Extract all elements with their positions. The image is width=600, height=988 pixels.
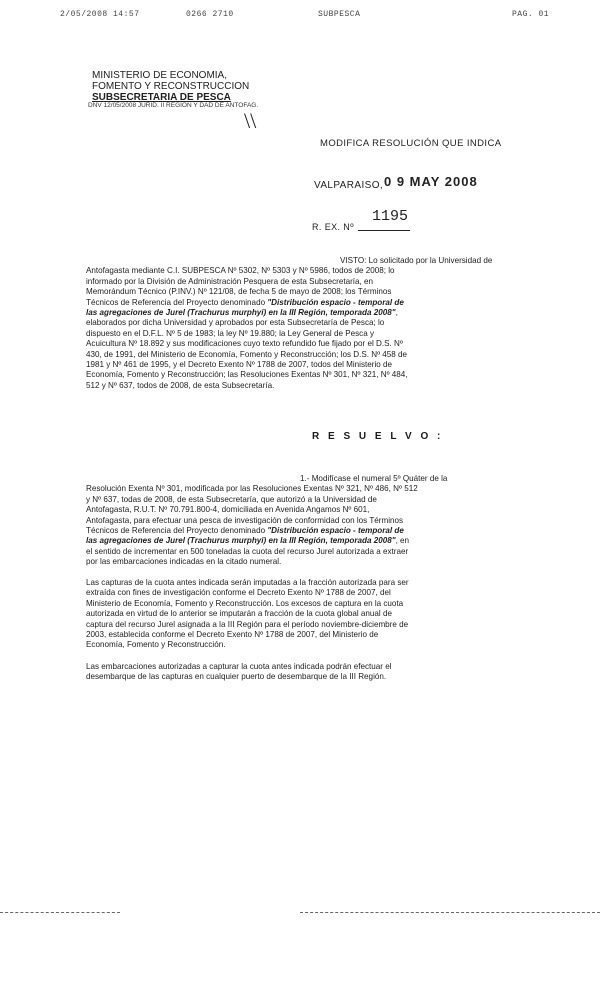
resolution-line: Resolución Exenta Nº 301, modificada por las Resoluciones Exentas Nº 321, Nº 486, Nº 512 (86, 484, 418, 494)
resolution-paragraph-3 (86, 662, 496, 683)
resolution-line (86, 526, 496, 536)
ministry-line-1: MINISTERIO DE ECONOMIA, (92, 70, 228, 81)
resolution-line: captura del recurso Jurel asignada a la III Región para el período noviembre-diciembre de (86, 619, 409, 629)
undersecretariat-name: SUBSECRETARIA DE PESCA (92, 92, 231, 103)
resolution-line: y Nº 637, todas de 2008, de esta Subsecretaría, que autorizó a la Universidad de (86, 494, 377, 504)
visto-text: Técnicos de Referencia del Proyecto denominado (86, 297, 268, 307)
resolution-line: Economía, Fomento y Reconstrucción. (86, 640, 226, 650)
visto-line: Memorándum Técnico (P.INV.) Nº 121/08, de fecha 5 de mayo de 2008; los Términos (86, 287, 392, 297)
resolution-line: el sentido de incrementar en 500 toneladas la cuota del recurso Jurel autorizada a extraer (86, 546, 409, 556)
resolution-line: Ministerio de Economía, Fomento y Reconstrucción. Los excesos de captura en la cuota (86, 598, 404, 608)
rex-underline (358, 230, 410, 231)
distribution-stamp: DNV 12/05/2008 JURID. II REGION Y DAD DE ANTOFAG. (88, 102, 259, 109)
visto-line: Antofagasta mediante C.I. SUBPESCA Nº 5302, Nº 5303 y Nº 5986, todos de 2008; lo (86, 266, 395, 276)
visto-line: Economía, Fomento y Reconstrucción; las Resoluciones Exentas Nº 301, Nº 321, Nº 484, (86, 370, 408, 380)
handwritten-mark: \\ (244, 108, 257, 133)
fax-sender: SUBPESCA (318, 10, 361, 19)
visto-text: , (395, 308, 398, 318)
resolution-paragraph-2 (86, 578, 496, 651)
fax-date-time: 2/05/2008 14:57 (60, 10, 140, 19)
rex-label: R. EX. Nº (312, 222, 354, 232)
resolution-paragraph-1 (86, 474, 496, 568)
visto-line: 430, de 1991, del Ministerio de Economía, Fomento y Reconstrucción; los D.S. Nº 458 de (86, 349, 408, 359)
ministry-line-2: FOMENTO Y RECONSTRUCCION (92, 81, 250, 92)
resolution-line: Antofagasta, para efectuar una pesca de investigación de conformidad con los Términos (86, 515, 404, 525)
resolution-line: 2003, establecida conforme el Decreto Exento Nº 1788 de 2007, del Ministerio de (86, 630, 379, 640)
project-title: "Distribución espacio - temporal de (267, 526, 404, 536)
resolution-line: Las embarcaciones autorizadas a capturar la cuota antes indicada podrán efectuar el (86, 662, 392, 671)
city-label: VALPARAISO, (314, 180, 384, 191)
resolution-line (86, 536, 496, 546)
resolution-line: autorizada en virtud de lo anterior se imputarán a fracción de la cuota global anual de (86, 609, 392, 619)
resolution-text: , en (395, 536, 410, 546)
resolution-line: desembarque de las capturas en cualquier puerto de desembarque de la III Región. (86, 672, 387, 682)
project-title: las agregaciones de Jurel (Trachurus murphyi) en la III Región, temporada 2008" (86, 308, 396, 318)
date-stamp: 0 9 MAY 2008 (384, 174, 478, 189)
project-title: "Distribución espacio - temporal de (267, 297, 404, 307)
resolution-line: por las embarcaciones indicadas en la citado numeral. (86, 557, 282, 567)
resuelvo-title: R E S U E L V O : (312, 431, 444, 442)
visto-line: 1981 y Nº 461 de 1995, y el Decreto Exento Nº 1788 de 2007, todos del Ministerio de (86, 360, 393, 370)
resolution-line: 1.- Modifícase el numeral 5º Quáter de la (300, 474, 448, 483)
visto-line: elaborados por dicha Universidad y aprobados por esta Subsecretaría de Pesca; lo (86, 318, 385, 328)
visto-line (86, 308, 496, 318)
visto-line: dispuesto en el D.F.L. Nº 5 de 1983; la ley Nº 19.880; la Ley General de Pesca y (86, 328, 375, 338)
visto-line: Acuicultura Nº 18.892 y sus modificaciones cuyo texto refundido fue fijado por el D.S. Nº (86, 339, 403, 349)
scan-artifact-line (300, 912, 600, 913)
scan-artifact-line (0, 912, 120, 913)
resolution-line: extraída con fines de investigación conforme el Decreto Exento Nº 1788 de 2007, del (86, 588, 391, 598)
visto-section (86, 256, 496, 391)
rex-number: 1195 (372, 208, 409, 225)
project-title: las agregaciones de Jurel (Trachurus murphyi) en la III Región, temporada 2008" (86, 536, 396, 546)
resolution-line: Las capturas de la cuota antes indicada serán imputadas a la fracción autorizada para ser (86, 578, 409, 587)
visto-line: VISTO: Lo solicitado por la Universidad de (340, 256, 493, 265)
subject-line: MODIFICA RESOLUCIÓN QUE INDICA (320, 138, 502, 149)
resolution-line: Antofagasta, R.U.T. Nº 70.791.800-4, domiciliada en Avenida Angamos Nº 601, (86, 505, 370, 515)
fax-page: PAG. 01 (512, 10, 550, 19)
visto-line (86, 298, 496, 308)
visto-line: informado por la División de Administración Pesquera de esta Subsecretaría, en (86, 276, 374, 286)
resolution-text: Técnicos de Referencia del Proyecto denominado (86, 526, 268, 536)
visto-line: 512 y Nº 637, todos de 2008, de esta Subsecretaría. (86, 380, 275, 390)
fax-phone: 0266 2710 (186, 10, 234, 19)
